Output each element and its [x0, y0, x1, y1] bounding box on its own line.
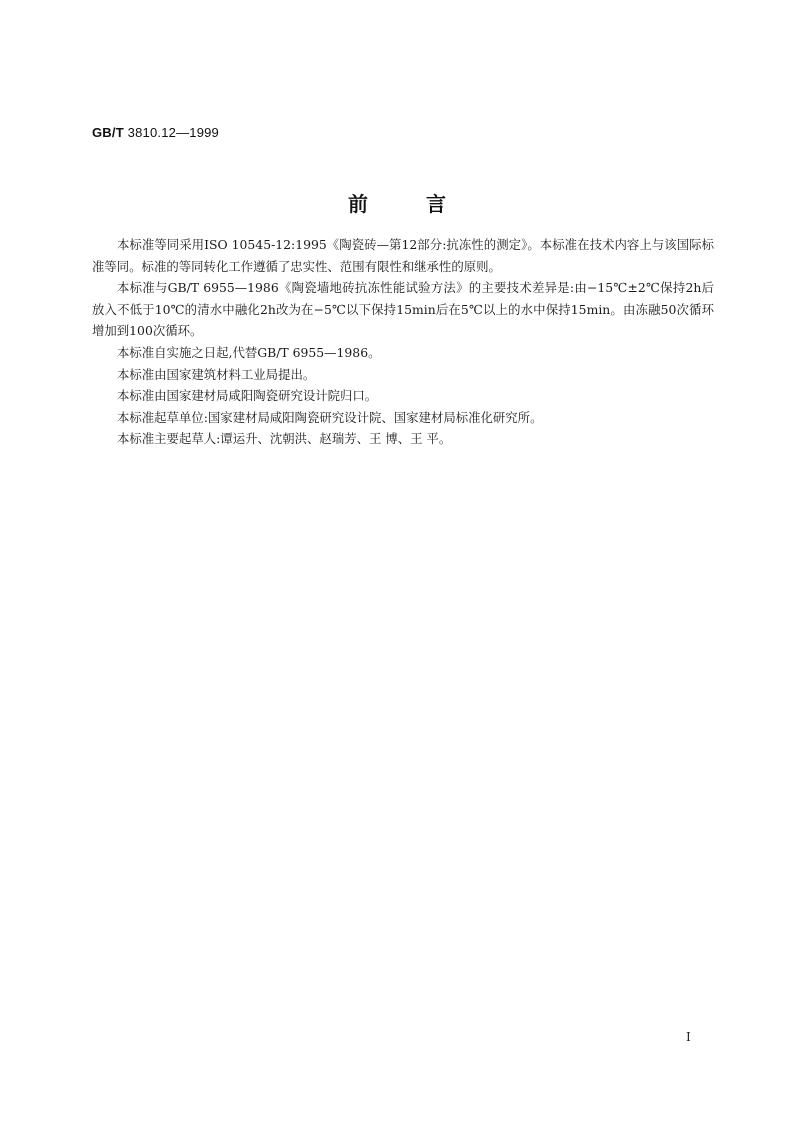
page-title: 前言: [348, 192, 504, 216]
page-number: I: [686, 1030, 691, 1044]
paragraph-drafting-units: 本标准起草单位:国家建材局咸阳陶瓷研究设计院、国家建材局标准化研究所。: [117, 409, 543, 425]
document-code-number: 3810.12—1999: [127, 125, 219, 140]
paragraph-replacement: 本标准自实施之日起,代替GB/T 6955—1986。: [117, 344, 381, 360]
foreword-body: [92, 234, 714, 450]
paragraph-proposer: 本标准由国家建筑材料工业局提出。: [117, 366, 316, 382]
paragraph-technical-differences: 本标准与GB/T 6955—1986《陶瓷墙地砖抗冻性能试验方法》的主要技术差异是:由−15℃±2℃保持2h后放入不低于10℃的清水中融化2h改为在−5℃以下保持15min后在5℃以上的水中保持15min。由冻融50次循环增加到100次循环。: [92, 280, 714, 339]
document-code-prefix: GB/T: [92, 125, 124, 140]
paragraph-drafters: 本标准主要起草人:谭运升、沈朝洪、赵瑞芳、王 博、王 平。: [117, 431, 452, 447]
paragraph-adoption: 本标准等同采用ISO 10545-12:1995《陶瓷砖—第12部分:抗冻性的测定》。本标准在技术内容上与该国际标准等同。标准的等同转化工作遵循了忠实性、范围有限性和继承性的原则。: [92, 237, 714, 274]
paragraph-centralized-unit: 本标准由国家建材局咸阳陶瓷研究设计院归口。: [117, 388, 378, 404]
document-code: [92, 125, 219, 140]
